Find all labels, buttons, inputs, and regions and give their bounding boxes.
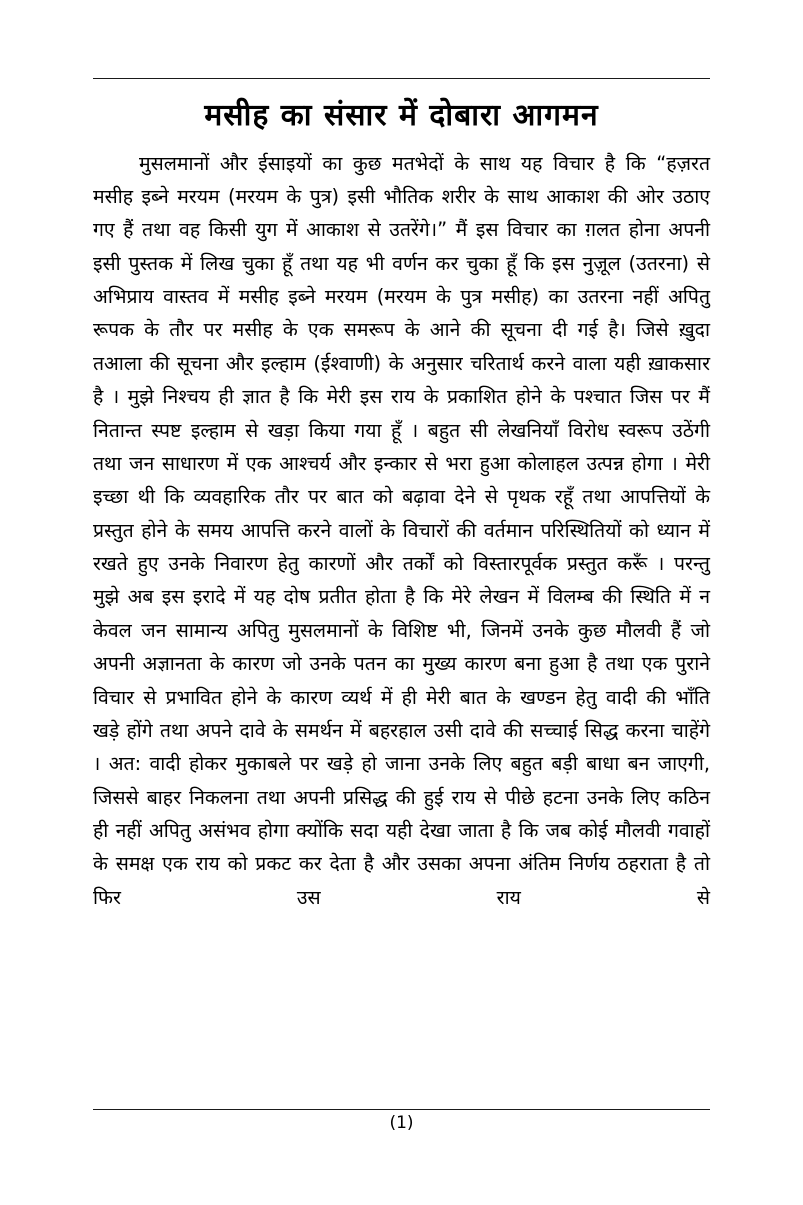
page-number: (1) [389,1113,414,1133]
paragraph-text: मुसलमानों और ईसाइयों का कुछ मतभेदों के साथ यह विचार है कि “हज़रत मसीह इब्ने मरयम (मरयम के पुत्र) इसी भौतिक शरीर के साथ आकाश की ओर उठाए गए हैं तथा वह किसी युग में आकाश से उतरेंगे।” मैं इस विचार का ग़लत होना अपनी इसी पुस्तक में लिख चुका हूँ तथा यह भी वर्णन कर चुका हूँ कि इस नुज़ूल (उतरना) से अभिप्राय वास्तव में मसीह इब्ने मरयम (मरयम के पुत्र मसीह) का उतरना नहीं अपितु रूपक के तौर पर मसीह के एक समरूप के आने की सूचना दी गई है। जिसे ख़ुदा तआला की सूचना और इल्हाम (ईश्वाणी) के अनुसार चरितार्थ करने वाला यही ख़ाकसार है । मुझे निश्चय ही ज्ञात है कि मेरी इस राय के प्रकाशित होने के पश्चात जिस पर मैं नितान्त स्पष्ट इल्हाम से खड़ा किया गया हूँ । बहुत सी लेखनियाँ विरोध स्वरूप उठेंगी तथा जन साधारण में एक आश्चर्य और इन्कार से भरा हुआ कोलाहल उत्पन्न होगा । मेरी इच्छा थी कि व्यवहारिक तौर पर बात को बढ़ावा देने से पृथक रहूँ तथा आपत्तियों के प्रस्तुत होने के समय आपत्ति करने वालों के विचारों की वर्तमान परिस्थितियों को ध्यान में रखते हुए उनके निवारण हेतु कारणों और तर्कों को विस्तारपूर्वक प्रस्तुत करूँ । परन्तु मुझे अब इस इरादे में यह दोष प्रतीत होता है कि मेरे लेखन में विलम्ब की स्थिति में न केवल जन सामान्य अपितु मुसलमानों के विशिष्ट भी, जिनमें उनके कुछ मौलवी हैं जो अपनी अज्ञानता के कारण जो उनके पतन का मुख्य कारण बना हुआ है तथा एक पुराने विचार से प्रभावित होने के कारण व्यर्थ में ही मेरी बात के खण्डन हेतु वादी की भाँति खड़े होंगे तथा अपने दावे के समर्थन में बहरहाल उसी दावे की सच्चाई सिद्ध करना चाहेंगे । अत: वादी होकर मुकाबले पर खड़े हो जाना उनके लिए बहुत बड़ी बाधा बन जाएगी, जिससे बाहर निकलना तथा अपनी प्रसिद्ध की हुई राय से पीछे हटना उनके लिए कठिन ही नहीं अपितु असंभव होगा क्योंकि सदा यही देखा जाता है कि जब कोई मौलवी गवाहों के समक्ष एक राय को प्रकट कर देता है और उसका अपना अंतिम निर्णय ठहराता है तो फिर उस राय से [93,151,710,909]
page-content [93,78,710,914]
page-title: मसीह का संसार में दोबारा आगमन [204,98,599,133]
footer-divider [93,1109,710,1110]
body-paragraph [93,147,710,915]
header-divider [93,78,710,79]
